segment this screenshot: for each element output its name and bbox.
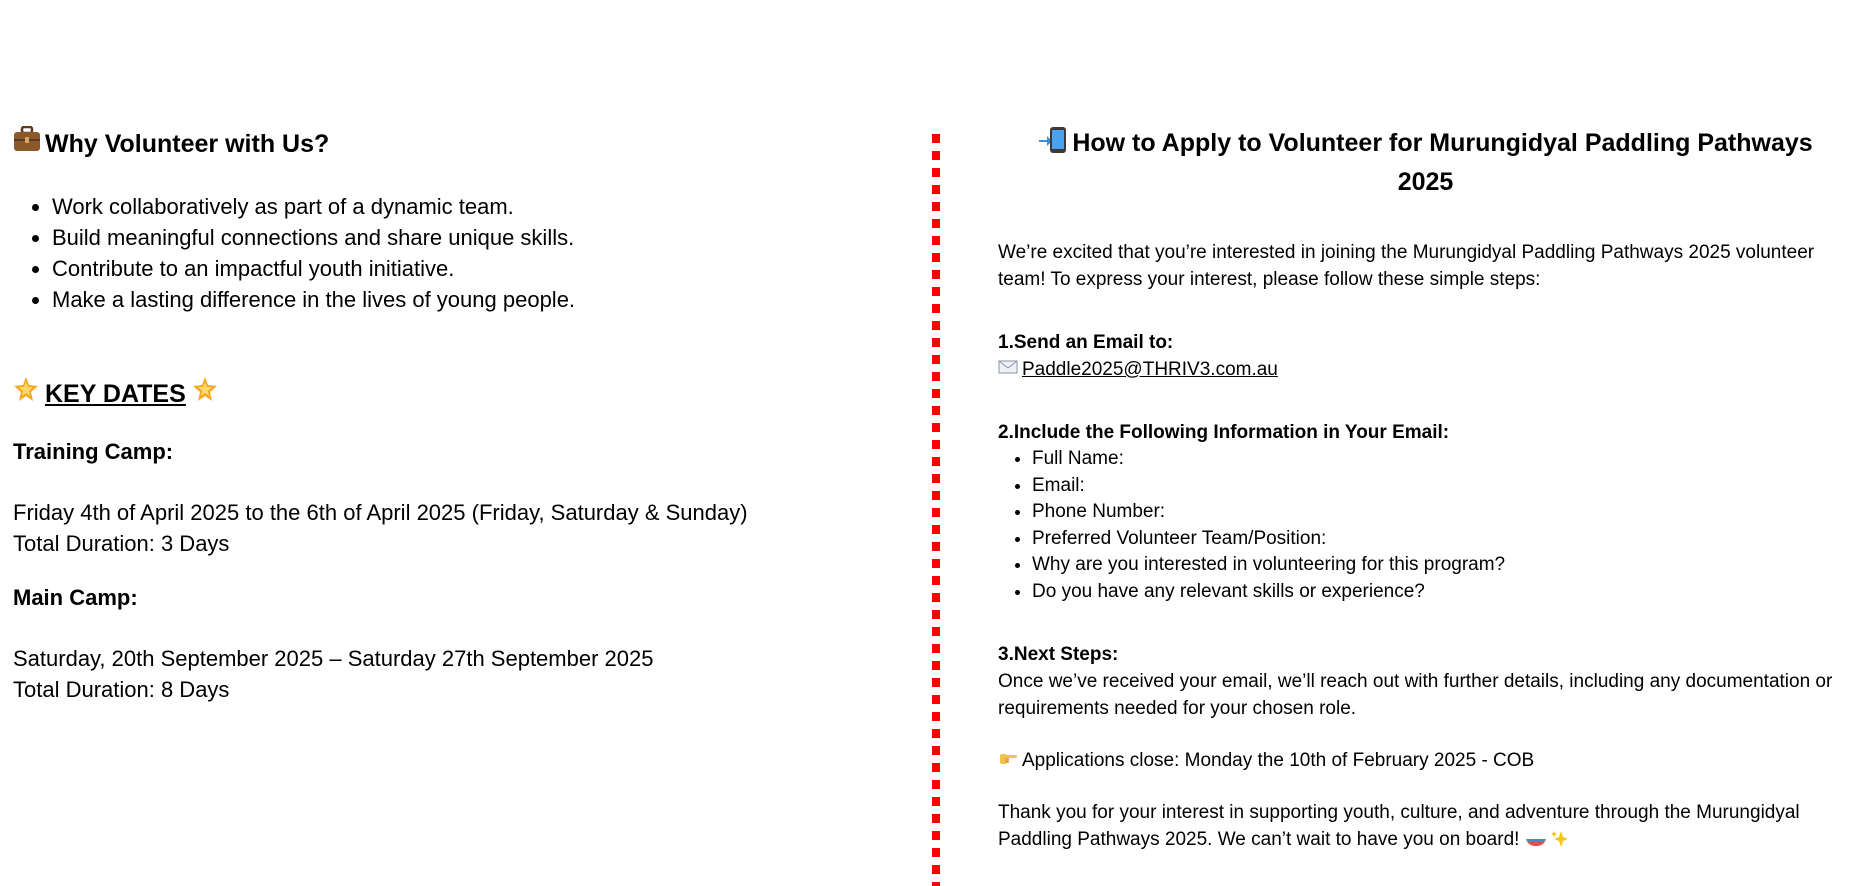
benefits-list <box>13 191 913 315</box>
email-link[interactable]: Paddle2025@THRIV3.com.au <box>1022 359 1278 380</box>
list-item: • Phone Number: <box>1032 499 1853 526</box>
next-steps-text: Once we’ve received your email, we’ll reach out with further details, including any documentation or requirements needed for your chosen role. <box>998 671 1833 719</box>
training-camp-duration: Total Duration: 3 Days <box>13 531 230 556</box>
list-item: • Work collaboratively as part of a dynamic team. <box>52 191 913 222</box>
sparkles-icon <box>1551 829 1569 856</box>
left-column <box>13 125 913 705</box>
info-list <box>998 446 1853 605</box>
star-icon <box>192 375 218 413</box>
dashed-divider <box>932 134 940 886</box>
list-item: • Email: <box>1032 473 1853 500</box>
applications-close-text: Applications close: Monday the 10th of February 2025 - COB <box>1022 750 1535 771</box>
step1-label: 1.Send an Email to: <box>998 332 1174 353</box>
why-volunteer-heading <box>13 125 913 163</box>
thanks-paragraph <box>998 799 1853 856</box>
list-item: • Make a lasting difference in the lives of young people. <box>52 284 913 315</box>
step3-label: 3.Next Steps: <box>998 644 1119 665</box>
list-item: • Do you have any relevant skills or experience? <box>1032 579 1853 606</box>
list-item: • Why are you interested in volunteering for this program? <box>1032 552 1853 579</box>
why-volunteer-title: Why Volunteer with Us? <box>45 130 330 158</box>
mobile-arrow-icon <box>1038 126 1068 164</box>
main-camp-label: Main Camp: <box>13 585 138 610</box>
list-item: • Preferred Volunteer Team/Position: <box>1032 526 1853 553</box>
key-dates-title: KEY DATES <box>45 380 186 408</box>
list-item: • Contribute to an impactful youth initiative. <box>52 253 913 284</box>
how-to-apply-title-line1: How to Apply to Volunteer for Murungidyal Paddling Pathways <box>1072 129 1813 157</box>
intro-paragraph: We’re excited that you’re interested in joining the Murungidyal Paddling Pathways 2025 volunteer team! To express your interest, please follow these simple steps: <box>998 242 1815 290</box>
thanks-text: Thank you for your interest in supporting youth, culture, and adventure through the Murungidyal Paddling Pathways 2025. We can’t wait to have you on board! <box>998 802 1800 850</box>
envelope-icon <box>998 356 1018 383</box>
main-camp-duration: Total Duration: 8 Days <box>13 677 230 702</box>
how-to-apply-heading <box>998 125 1853 200</box>
canoe-icon <box>1525 829 1547 856</box>
how-to-apply-title-line2: 2025 <box>1397 168 1454 196</box>
step2-label: 2.Include the Following Information in Your Email: <box>998 422 1450 443</box>
training-camp-label: Training Camp: <box>13 439 174 464</box>
key-dates-heading <box>13 375 913 413</box>
main-camp-dates: Saturday, 20th September 2025 – Saturday 27th September 2025 <box>13 646 654 671</box>
training-camp-dates: Friday 4th of April 2025 to the 6th of April 2025 (Friday, Saturday & Sunday) <box>13 500 748 525</box>
star-icon <box>13 375 39 413</box>
email-line <box>998 356 1853 383</box>
list-item: • Full Name: <box>1032 446 1853 473</box>
briefcase-icon <box>13 125 41 163</box>
applications-close-line <box>998 747 1853 774</box>
right-column <box>998 125 1853 856</box>
list-item: • Build meaningful connections and share unique skills. <box>52 222 913 253</box>
pointing-hand-icon <box>998 747 1018 774</box>
